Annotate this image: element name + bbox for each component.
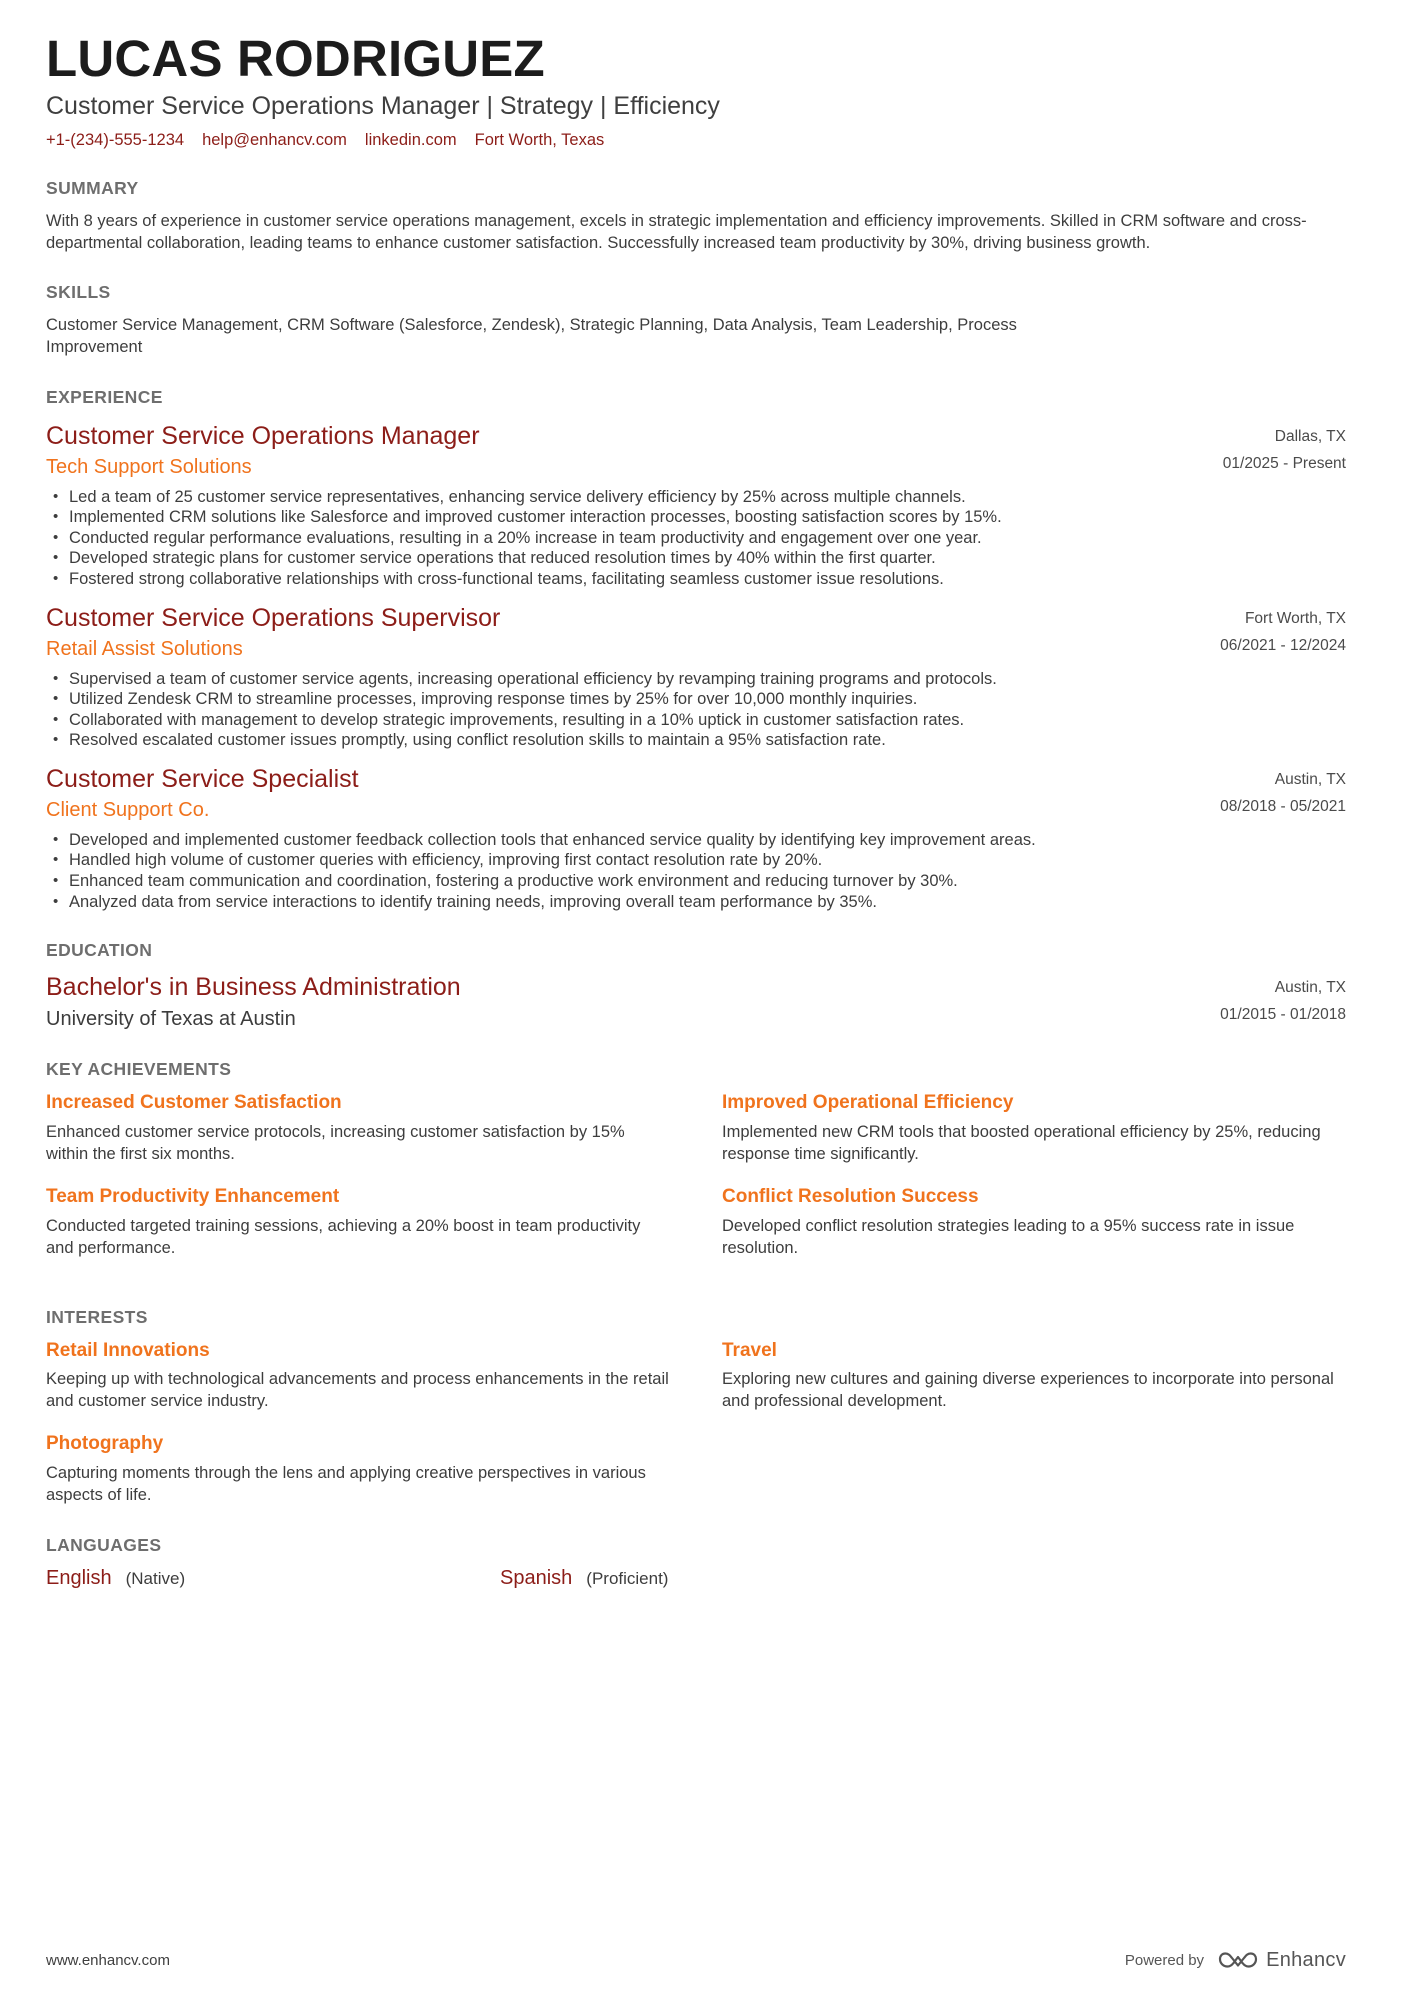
languages-grid <box>46 1567 1346 1590</box>
enhancv-website-link[interactable]: www.enhancv.com <box>46 1951 170 1969</box>
contact-row <box>46 131 1346 150</box>
skills-section <box>46 282 1346 358</box>
languages-section <box>46 1535 1346 1590</box>
experience-section <box>46 387 1346 913</box>
bullet-item: • Collaborated with management to develop strategic improvements, resulting in a 10% uptick in customer satisfaction rates. <box>46 710 1346 731</box>
language-entry <box>46 1567 500 1590</box>
email-link[interactable]: help@enhancv.com <box>202 131 347 150</box>
candidate-headline: Customer Service Operations Manager | Strategy | Efficiency <box>46 92 720 121</box>
job-location: Dallas, TX <box>1274 427 1346 445</box>
phone-link[interactable]: +1-(234)-555-1234 <box>46 131 185 150</box>
achievement-title: Team Productivity Enhancement <box>46 1185 340 1207</box>
job-dates: 08/2018 - 05/2021 <box>1220 797 1346 815</box>
education-degree: Bachelor's in Business Administration <box>46 973 461 1002</box>
enhancv-brand-link[interactable] <box>1218 1947 1346 1973</box>
education-dates: 01/2015 - 01/2018 <box>1220 1006 1346 1024</box>
education-section <box>46 940 1346 1031</box>
bullet-item: • Led a team of 25 customer service representatives, enhancing service delivery efficiency by 25% across multiple channels. <box>46 487 1346 508</box>
job-dates: 06/2021 - 12/2024 <box>1220 636 1346 654</box>
interest-item <box>46 1339 670 1414</box>
achievement-title: Conflict Resolution Success <box>722 1185 979 1207</box>
language-level: (Proficient) <box>586 1568 669 1588</box>
education-school: University of Texas at Austin <box>46 1008 296 1031</box>
bullet-item: • Developed and implemented customer feedback collection tools that enhanced service quality by identifying key improvement areas. <box>46 830 1346 851</box>
candidate-name: LUCAS RODRIGUEZ <box>46 30 545 87</box>
achievement-title: Improved Operational Efficiency <box>722 1092 1014 1114</box>
job-company: Tech Support Solutions <box>46 455 252 478</box>
job-company: Retail Assist Solutions <box>46 637 243 660</box>
job-header <box>46 421 1346 479</box>
bullet-item: • Resolved escalated customer issues promptly, using conflict resolution skills to maintain a 95% satisfaction rate. <box>46 730 1346 751</box>
achievement-item <box>722 1185 1346 1279</box>
bullet-item: • Developed strategic plans for customer service operations that reduced resolution times by 40% within the first quarter. <box>46 548 1346 569</box>
key-achievements-section <box>46 1059 1346 1278</box>
bullet-item: • Analyzed data from service interactions to identify training needs, improving overall team performance by 35%. <box>46 892 1346 913</box>
location-text: Fort Worth, Texas <box>474 131 605 150</box>
language-level: (Native) <box>125 1568 186 1588</box>
interest-text: Keeping up with technological advancements and process enhancements in the retail and customer service industry. <box>46 1370 669 1411</box>
job-title: Customer Service Operations Supervisor <box>46 603 501 632</box>
job-bullets <box>46 669 1346 751</box>
job-title: Customer Service Operations Manager <box>46 421 480 450</box>
achievement-title: Increased Customer Satisfaction <box>46 1092 342 1114</box>
job-meta <box>1223 421 1346 477</box>
bullet-item: • Fostered strong collaborative relationships with cross-functional teams, facilitating seamless customer issue resolutions. <box>46 569 1346 590</box>
job-entry <box>46 603 1346 751</box>
job-header <box>46 764 1346 822</box>
bullet-item: • Implemented CRM solutions like Salesforce and improved customer interaction processes, boosting satisfaction scores by 15%. <box>46 507 1346 528</box>
summary-section <box>46 178 1346 254</box>
linkedin-link[interactable]: linkedin.com <box>364 131 457 150</box>
interest-text: Exploring new cultures and gaining diverse experiences to incorporate into personal and professional development. <box>722 1370 1334 1411</box>
education-meta <box>1220 972 1346 1028</box>
interest-title: Travel <box>722 1339 777 1361</box>
job-meta <box>1220 603 1346 659</box>
bullet-item: • Utilized Zendesk CRM to streamline processes, improving response times by 25% for over 10,000 monthly inquiries. <box>46 689 1346 710</box>
key-achievements-heading: KEY ACHIEVEMENTS <box>46 1059 232 1080</box>
job-location: Fort Worth, TX <box>1244 609 1346 627</box>
job-company: Client Support Co. <box>46 798 210 821</box>
job-meta <box>1220 764 1346 820</box>
achievement-text: Developed conflict resolution strategies leading to a 95% success rate in issue resolution. <box>722 1216 1295 1257</box>
job-bullets <box>46 830 1346 912</box>
bullet-item: • Handled high volume of customer queries with efficiency, improving first contact resolution rate by 20%. <box>46 850 1346 871</box>
enhancv-brand-name: Enhancv <box>1266 1948 1346 1971</box>
achievement-item <box>722 1091 1346 1166</box>
job-location: Austin, TX <box>1274 770 1346 788</box>
education-title-block <box>46 972 461 1031</box>
achievement-item <box>46 1185 670 1260</box>
education-location: Austin, TX <box>1274 979 1346 997</box>
bullet-item: • Supervised a team of customer service agents, increasing operational efficiency by revamping training programs and protocols. <box>46 669 1346 690</box>
skills-text: Customer Service Management, CRM Software (Salesforce, Zendesk), Strategic Planning, Data Analysis, Team Leadership, Process Improvement <box>46 316 1017 357</box>
achievement-text: Implemented new CRM tools that boosted operational efficiency by 25%, reducing response time significantly. <box>722 1123 1321 1163</box>
job-dates: 01/2025 - Present <box>1222 454 1346 472</box>
languages-heading: LANGUAGES <box>46 1534 162 1555</box>
job-entry <box>46 764 1346 912</box>
job-header <box>46 603 1346 661</box>
education-heading: EDUCATION <box>46 940 153 961</box>
interests-section <box>46 1307 1346 1507</box>
job-title-block <box>46 764 359 822</box>
job-bullets <box>46 487 1346 590</box>
enhancv-logo-icon <box>1218 1947 1258 1973</box>
summary-text: With 8 years of experience in customer service operations management, excels in strategic implementation and efficiency improvements. Skilled in CRM software and cross-departmental collaboration, leading teams to enhance customer satisfaction. Successfully increased team productivity by 30%, driving business growth. <box>46 212 1307 253</box>
bullet-item: • Conducted regular performance evaluations, resulting in a 20% increase in team productivity and engagement over one year. <box>46 528 1346 549</box>
language-entry <box>500 1567 1346 1590</box>
skills-heading: SKILLS <box>46 282 111 303</box>
job-title-block <box>46 421 480 479</box>
page-footer <box>46 1947 1346 1973</box>
interests-heading: INTERESTS <box>46 1306 148 1327</box>
interest-title: Photography <box>46 1433 164 1455</box>
powered-by-block <box>1125 1947 1346 1973</box>
education-entry <box>46 972 1346 1031</box>
interests-grid <box>46 1339 1346 1507</box>
job-title-block <box>46 603 500 661</box>
experience-heading: EXPERIENCE <box>46 386 163 407</box>
powered-by-label: Powered by <box>1124 1951 1205 1969</box>
interest-text: Capturing moments through the lens and applying creative perspectives in various aspects of life. <box>46 1463 646 1504</box>
job-title: Customer Service Specialist <box>46 764 359 793</box>
interest-item <box>722 1339 1346 1414</box>
achievement-text: Conducted targeted training sessions, achieving a 20% boost in team productivity and performance. <box>46 1216 641 1257</box>
interest-item <box>46 1432 670 1507</box>
achievement-text: Enhanced customer service protocols, increasing customer satisfaction by 15% within the first six months. <box>46 1123 625 1163</box>
bullet-item: • Enhanced team communication and coordination, fostering a productive work environment and reducing turnover by 30%. <box>46 871 1346 892</box>
achievements-grid <box>46 1091 1346 1278</box>
resume-header <box>46 30 1346 150</box>
interest-title: Retail Innovations <box>46 1339 210 1361</box>
language-name: Spanish <box>500 1566 573 1589</box>
job-entry <box>46 421 1346 590</box>
language-name: English <box>46 1566 112 1589</box>
achievement-item <box>46 1091 670 1166</box>
summary-heading: SUMMARY <box>46 178 139 199</box>
